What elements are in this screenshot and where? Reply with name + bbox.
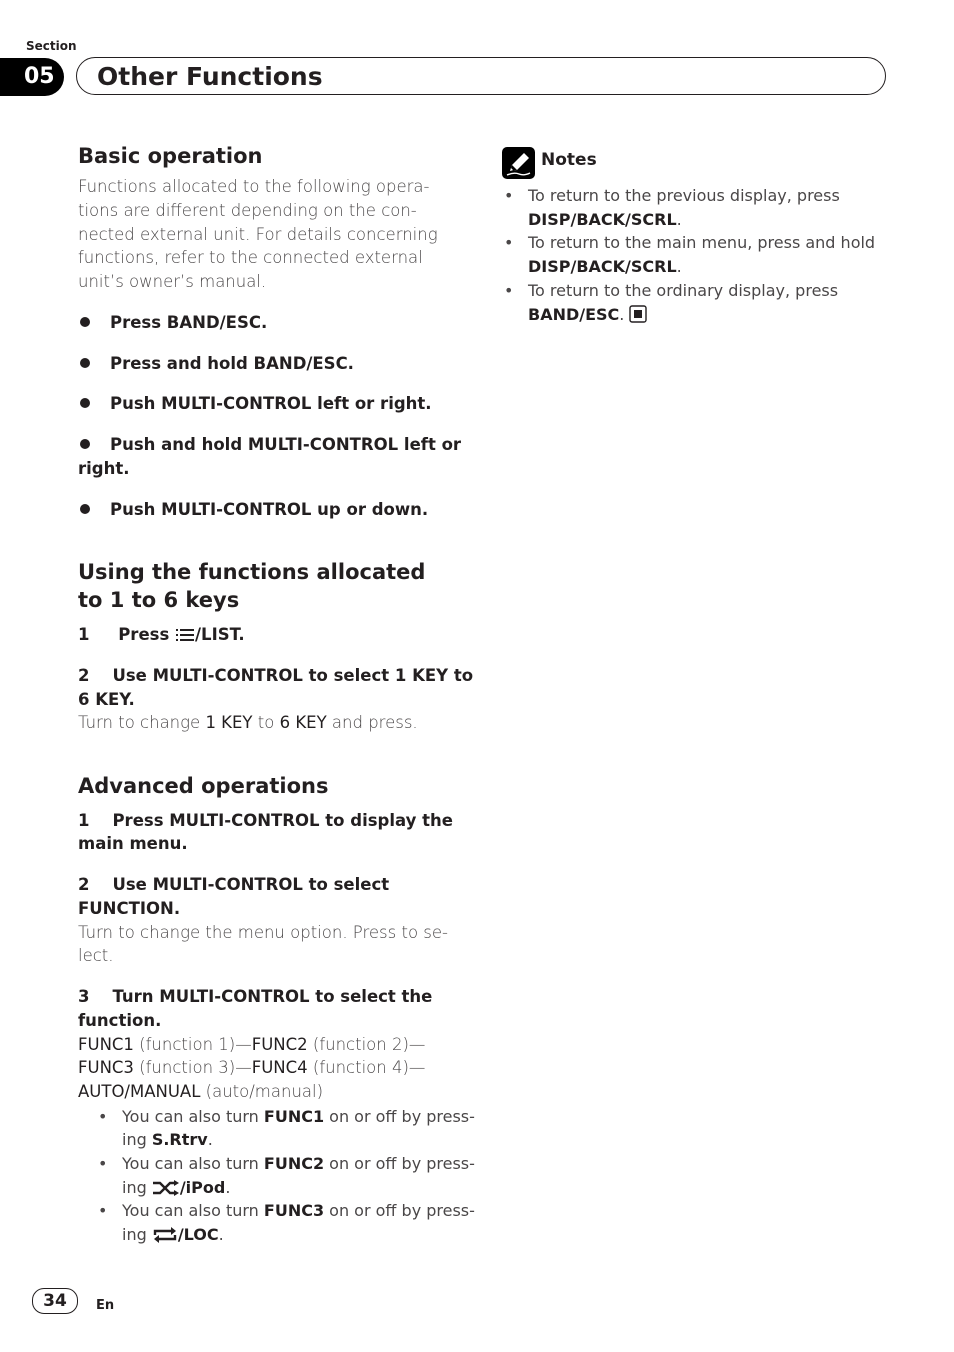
list-icon: [175, 626, 195, 650]
operation-bullet: Push MULTI-CONTROL left or right.: [78, 392, 432, 416]
page-title: Other Functions: [76, 57, 886, 95]
basic-intro-line: nected external unit. For details concerning: [78, 225, 438, 244]
keys-heading-line1: Using the functions allocated: [78, 560, 426, 584]
section-number-tab: 05: [0, 58, 64, 96]
note-item: • To return to the ordinary display, press: [504, 281, 839, 300]
advanced-step-3-line1: 3 Turn MULTI-CONTROL to select the: [78, 987, 433, 1006]
bullet-dot-icon: [80, 317, 90, 327]
language-label: En: [96, 1298, 115, 1313]
tip-item: • You can also turn FUNC3 on or off by press-: [98, 1201, 475, 1220]
tip-item-continued: ing /iPod.: [122, 1176, 230, 1203]
function-list-line: AUTO/MANUAL (auto/manual): [78, 1082, 324, 1101]
note-item-continued: BAND/ESC.: [528, 303, 647, 330]
notes-pencil-icon: [502, 147, 535, 179]
tip-item: • You can also turn FUNC2 on or off by press-: [98, 1154, 475, 1173]
tip-item-continued: ing S.Rtrv.: [122, 1130, 213, 1149]
notes-label: Notes: [541, 150, 597, 170]
basic-intro-line: functions, refer to the connected external: [78, 248, 423, 267]
operation-bullet: Push and hold MULTI-CONTROL left or: [78, 433, 461, 457]
basic-operation-heading: Basic operation: [78, 144, 263, 168]
note-item-continued: DISP/BACK/SCRL.: [528, 257, 682, 276]
basic-intro-line: tions are different depending on the con-: [78, 201, 417, 220]
advanced-heading: Advanced operations: [78, 774, 329, 798]
note-item-continued: DISP/BACK/SCRL.: [528, 210, 682, 229]
bullet-dot-icon: [80, 358, 90, 368]
section-label: Section: [26, 39, 77, 53]
operation-bullet-continued: right.: [78, 459, 130, 478]
note-item: • To return to the main menu, press and hold: [504, 233, 876, 252]
keys-step-2-line1: 2 Use MULTI-CONTROL to select 1 KEY to: [78, 666, 474, 685]
advanced-step-2-line2: FUNCTION.: [78, 899, 181, 918]
note-item: • To return to the previous display, press: [504, 186, 840, 205]
keys-step-2-line2: 6 KEY.: [78, 690, 135, 709]
function-list-line: FUNC3 (function 3)—FUNC4 (function 4)—: [78, 1058, 426, 1077]
keys-step-1: 1 Press /LIST.: [78, 623, 245, 650]
advanced-step-2-body: Turn to change the menu option. Press to se-: [78, 923, 448, 942]
advanced-step-1-line1: 1 Press MULTI-CONTROL to display the: [78, 811, 453, 830]
basic-intro-line: Functions allocated to the following opera-: [78, 177, 430, 196]
bullet-dot-icon: [80, 439, 90, 449]
advanced-step-2-line1: 2 Use MULTI-CONTROL to select: [78, 875, 390, 894]
operation-bullet: Push MULTI-CONTROL up or down.: [78, 498, 428, 522]
operation-bullet: Press BAND/ESC.: [78, 311, 267, 335]
function-list-line: FUNC1 (function 1)—FUNC2 (function 2)—: [78, 1035, 426, 1054]
basic-intro-line: unit’s owner’s manual.: [78, 272, 267, 291]
advanced-step-1-line2: main menu.: [78, 834, 188, 853]
bullet-dot-icon: [80, 504, 90, 514]
tip-item-continued: ing /LOC.: [122, 1223, 224, 1250]
keys-heading-line2: to 1 to 6 keys: [78, 588, 240, 612]
repeat-icon: [152, 1226, 178, 1250]
page-number: 34: [32, 1288, 78, 1314]
tip-item: • You can also turn FUNC1 on or off by press-: [98, 1107, 475, 1126]
operation-bullet: Press and hold BAND/ESC.: [78, 352, 354, 376]
keys-step-2-body: Turn to change 1 KEY to 6 KEY and press.: [78, 713, 418, 732]
end-mark-icon: [629, 305, 647, 330]
bullet-dot-icon: [80, 398, 90, 408]
advanced-step-3-line2: function.: [78, 1011, 162, 1030]
advanced-step-2-body: lect.: [78, 946, 114, 965]
